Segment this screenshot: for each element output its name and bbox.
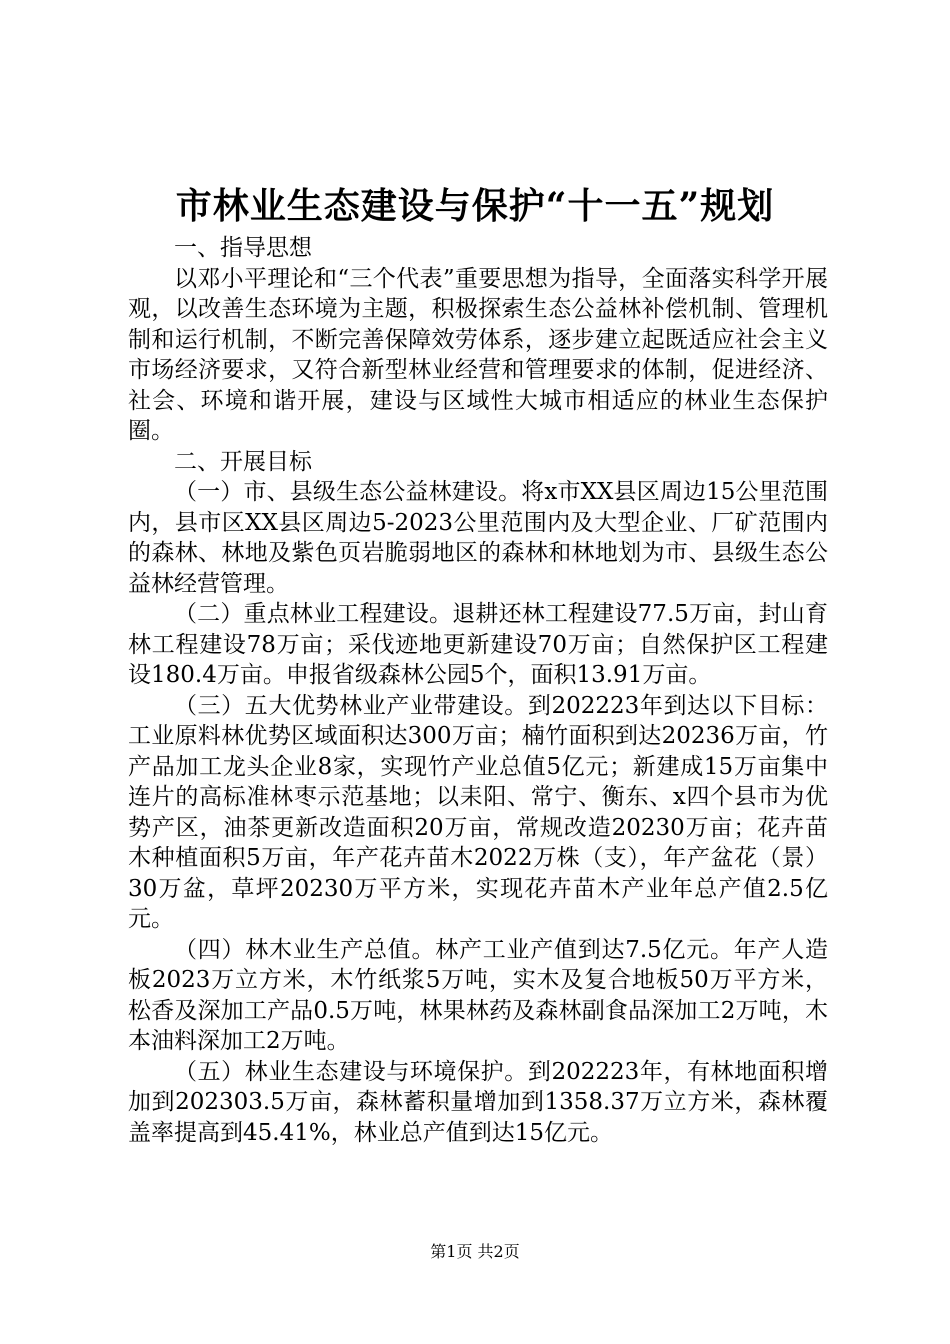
paragraph-guiding-ideology: 以邓小平理论和“三个代表”重要思想为指导，全面落实科学开展观，以改善生态环境为主题，积极探索生态公益林补偿机制、管理机制和运行机制，不断完善保障效劳体系，逐步建立起既适应社会主义市场经济要求，又符合新型林业经营和管理要求的体制，促进经济、社会、环境和谐开展，建设与区域性大城市相适应的林业生态保护圈。: [128, 265, 828, 444]
document-body: [128, 233, 828, 1148]
page-number-footer: 第1页 共2页: [430, 1242, 520, 1261]
document-title: 市林业生态建设与保护“十一五”规划: [175, 185, 775, 227]
paragraph-goal-5: （五）林业生态建设与环境保护。到202223年，有林地面积增加到202303.5万亩，森林蓄积量增加到1358.37万立方米，森林覆盖率提高到45.41%，林业总产值到达15亿元。: [128, 1058, 828, 1146]
paragraph-goal-4: （四）林木业生产总值。林产工业产值到达7.5亿元。年产人造板2023万立方米，木竹纸浆5万吨，实木及复合地板50万平方米，松香及深加工产品0.5万吨，林果林药及森林副食品深加工2万吨，木本油料深加工2万吨。: [128, 936, 828, 1054]
section-heading-guiding-ideology: 一、指导思想: [174, 235, 312, 261]
section-heading-development-goals: 二、开展目标: [174, 448, 312, 475]
paragraph-goal-2: （二）重点林业工程建设。退耕还林工程建设77.5万亩，封山育林工程建设78万亩；采伐迹地更新建设70万亩；自然保护区工程建设180.4万亩。申报省级森林公园5个，面积13.91万亩。: [128, 601, 828, 688]
paragraph-goal-1: （一）市、县级生态公益林建设。将x市XX县区周边15公里范围内，县市区XX县区周边5-2023公里范围内及大型企业、厂矿范围内的森林、林地及紫色页岩脆弱地区的森林和林地划为市、县级生态公益林经营管理。: [128, 479, 828, 597]
paragraph-goal-3: （三）五大优势林业产业带建设。到202223年到达以下目标：工业原料林优势区域面积达300万亩；楠竹面积到达20236万亩，竹产品加工龙头企业8家，实现竹产业总值5亿元；新建成15万亩集中连片的高标准林枣示范基地；以耒阳、常宁、衡东、x四个县市为优势产区，油茶更新改造面积20万亩，常规改造20230万亩；花卉苗木种植面积5万亩，年产花卉苗木2022万株（支），年产盆花（景）30万盆，草坪20230万平方米，实现花卉苗木产业年总产值2.5亿元。: [128, 692, 828, 932]
